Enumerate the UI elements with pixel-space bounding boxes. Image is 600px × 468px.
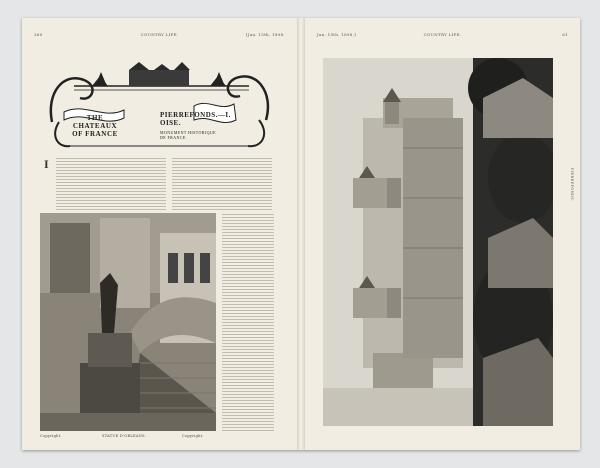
subject-heading xyxy=(160,111,270,140)
right-page xyxy=(305,18,580,450)
chateaux-title xyxy=(50,114,140,138)
title-line-chateaux: CHATEAUX xyxy=(72,122,118,130)
left-page xyxy=(22,18,297,450)
body-text-column-1b xyxy=(172,158,272,210)
right-photo-vertical-caption: PIERREFONDS. xyxy=(570,168,574,202)
left-page-number: 360 xyxy=(34,32,43,37)
drop-cap: I xyxy=(44,158,54,170)
body-text-column-2 xyxy=(222,214,274,432)
subject-status-line2: DE FRANCE. xyxy=(160,135,188,140)
right-running-title: COUNTRY LIFE. xyxy=(423,32,462,37)
right-page-number: 61 xyxy=(562,32,568,37)
subject-status-line1: MONUMENT HISTORIQUE xyxy=(160,130,217,135)
title-line-of-france: OF FRANCE xyxy=(72,130,118,138)
pierrefonds-castle-photo xyxy=(323,58,553,426)
left-page-date: [Jan. 15th, 1898. xyxy=(245,32,285,37)
left-photo-credit: Copyright. xyxy=(182,434,204,438)
right-running-head xyxy=(317,32,568,40)
left-running-title: COUNTRY LIFE. xyxy=(140,32,179,37)
subject-name: PIERREFONDS.—I. xyxy=(160,111,231,119)
magazine-spread xyxy=(22,18,580,450)
title-line-the: THE xyxy=(86,114,104,122)
page-gutter xyxy=(297,18,305,450)
left-photo-caption: STATUE D'ORLEANS. xyxy=(102,434,147,438)
right-page-date: Jan. 15th, 1898.] xyxy=(317,32,357,37)
courtyard-statue-photo xyxy=(40,213,216,431)
left-photo-small-label: Copyright. xyxy=(40,434,62,438)
subject-place: OISE. xyxy=(160,119,181,127)
body-text-column-1a xyxy=(56,158,166,210)
left-running-head xyxy=(34,32,285,40)
